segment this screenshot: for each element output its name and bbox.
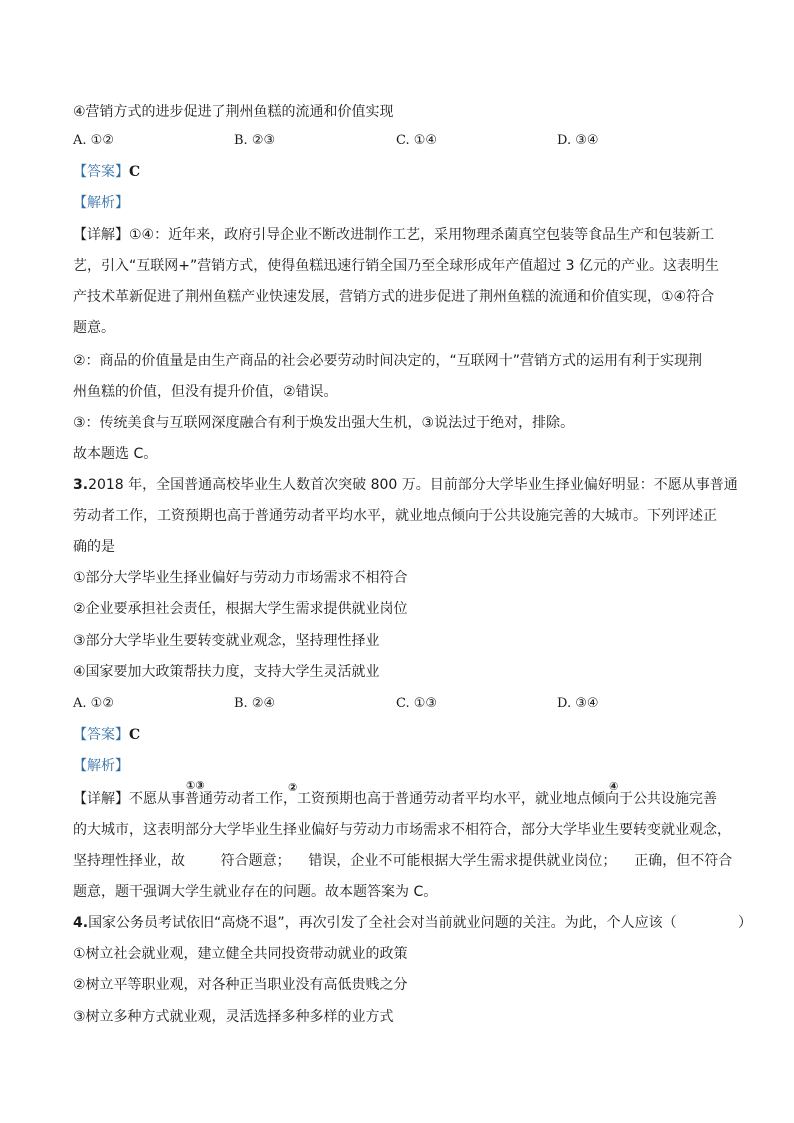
detail-tag: 【详解】	[73, 791, 129, 807]
q2-detail-line-3: 产技术革新促进了荆州鱼糕产业快速发展，营销方式的进步促进了荆州鱼糕的流通和价值实现，①④符合	[73, 289, 715, 305]
q2-detail-line-2: 艺，引入“互联网+”营销方式，使得鱼糕迅速行销全国乃至全球形成年产值超过 3 亿元的产业。这表明生	[73, 258, 720, 274]
q4-stem-close: ）	[738, 915, 752, 931]
answer-tag: 【答案】	[73, 164, 129, 180]
answer-letter: C	[129, 727, 141, 743]
q3-detail-line-2: 的大城市，这表明部分大学毕业生择业偏好与劳动力市场需求不相符合，部分大学毕业生要转变就业观念，	[73, 822, 731, 838]
q3-number: 3.	[73, 477, 89, 493]
q2-statement-4: ④营销方式的进步促进了荆州鱼糕的流通和价值实现	[73, 104, 394, 120]
q3-statement-2: ②企业要承担社会责任，根据大学生需求提供就业岗位	[73, 601, 408, 617]
q3-analysis-tag: 【解析】	[73, 758, 129, 774]
q3-answer	[73, 725, 140, 745]
q2-detail-line-1: 【详解】①④：近年来，政府引导企业不断改进制作工艺，采用物理杀菌真空包装等食品生产和包装新工	[73, 227, 715, 243]
q3-statement-4: ④国家要加大政策帮扶力度，支持大学生灵活就业	[73, 664, 380, 680]
q3-stem-line-3: 确的是	[73, 539, 115, 555]
answer-letter: C	[129, 164, 141, 180]
stray-mark-2: ②	[288, 781, 298, 794]
q3-option-b: B. ②④	[234, 696, 276, 711]
q4-number: 4.	[73, 915, 89, 931]
q2-option-d: D. ③④	[557, 133, 599, 148]
q4-stem: 4.国家公务员考试依旧“高烧不退”，再次引发了全社会对当前就业问题的关注。为此，个人应该（	[73, 915, 677, 931]
q2-detail-line-7: ③：传统美食与互联网深度融合有利于焕发出强大生机，③说法过于绝对，排除。	[73, 415, 575, 431]
q2-detail-line-4: 题意。	[73, 320, 115, 336]
q2-detail-line-5: ②：商品的价值量是由生产商品的社会必要劳动时间决定的，“互联网十”营销方式的运用有利于实现荆	[73, 353, 703, 369]
q2-option-c: C. ①④	[396, 133, 438, 148]
q3-statement-3: ③部分大学毕业生要转变就业观念，坚持理性择业	[73, 633, 380, 649]
stray-mark-13: ①③	[186, 779, 205, 792]
q3-detail-line-3: 坚持理性择业，故 符合题意； 错误，企业不可能根据大学生需求提供就业岗位； 正确，但不符合	[73, 853, 733, 869]
q2-option-b: B. ②③	[234, 133, 276, 148]
q3-statement-1: ①部分大学毕业生择业偏好与劳动力市场需求不相符合	[73, 570, 408, 586]
q3-option-a: A. ①②	[73, 696, 114, 711]
q2-analysis-tag: 【解析】	[73, 195, 129, 211]
answer-tag: 【答案】	[73, 727, 129, 743]
q3-option-d: D. ③④	[557, 696, 599, 711]
q4-statement-1: ①树立社会就业观，建立健全共同投资带动就业的政策	[73, 946, 408, 962]
q3-stem-line-1: 3.2018 年，全国普通高校毕业生人数首次突破 800 万。目前部分大学毕业生择业偏好明显：不愿从事普通	[73, 477, 738, 493]
q3-detail-line-4: 题意，题干强调大学生就业存在的问题。故本题答案为 C。	[73, 884, 438, 900]
q4-statement-3: ③树立多种方式就业观，灵活选择多种多样的业方式	[73, 1009, 394, 1025]
stray-mark-4: ④	[609, 780, 619, 793]
q3-option-c: C. ①③	[396, 696, 438, 711]
q4-statement-2: ②树立平等职业观，对各种正当职业没有高低贵贱之分	[73, 977, 408, 993]
q2-detail-line-8: 故本题选 C。	[73, 446, 158, 462]
q2-option-a: A. ①②	[73, 133, 114, 148]
q2-detail-line-6: 州鱼糕的价值，但没有提升价值，②错误。	[73, 384, 338, 400]
q3-stem-line-2: 劳动者工作，工资预期也高于普通劳动者平均水平，就业地点倾向于公共设施完善的大城市。下列评述正	[73, 508, 717, 524]
q2-answer	[73, 162, 140, 182]
q3-detail-line-1: 【详解】不愿从事普通劳动者工作，工资预期也高于普通劳动者平均水平，就业地点倾向于公共设施完善	[73, 791, 717, 807]
detail-tag: 【详解】	[73, 227, 129, 243]
